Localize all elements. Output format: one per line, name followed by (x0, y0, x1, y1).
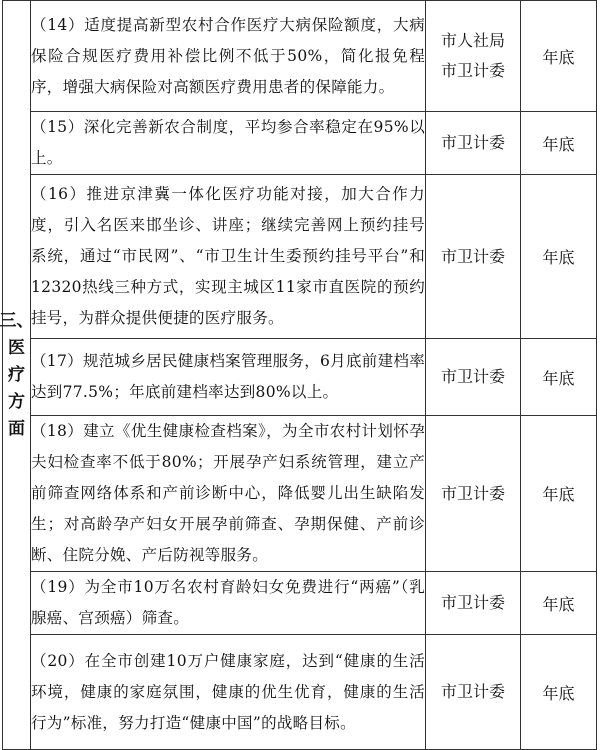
responsible-department (426, 416, 521, 572)
category-char: 方 (8, 391, 25, 412)
category-char: 三、 (0, 310, 34, 331)
responsible-department (426, 339, 521, 416)
responsible-department (426, 112, 521, 175)
task-content: （14）适度提高新型农村合作医疗大病保险额度，大病保险合规医疗费用补偿比例不低于50%，简化报免程序，增强大病保险对高额医疗费用患者的保障能力。 (31, 1, 426, 112)
department-name: 市卫计委 (440, 483, 505, 503)
category-char: 疗 (8, 364, 25, 385)
department-name: 市卫计委 (440, 133, 505, 152)
task-content: （16）推进京津冀一体化医疗功能对接，加大合作力度，引入名医来邯坐诊、讲座；继续完善网上预约挂号系统，通过“市民网”、“市卫生计生委预约挂号平台”和12320热线三种方式，实现主城区11家市直医院的预约挂号，为群众提供便捷的医疗服务。 (31, 175, 426, 339)
department-name: 市卫计委 (440, 682, 505, 701)
task-content: （20）在全市创建10万户健康家庭，达到“健康的生活环境，健康的家庭氛围，健康的优生优育，健康的生活行为”标准，努力打造“健康中国”的战略目标。 (31, 635, 426, 750)
table-row (3, 1, 597, 112)
task-table (2, 0, 597, 750)
deadline: 年底 (521, 572, 597, 635)
table-row (3, 635, 597, 750)
table-row (3, 416, 597, 572)
task-content: （19）为全市10万名农村育龄妇女免费进行“两癌”（乳腺癌、宫颈癌）筛查。 (31, 572, 426, 635)
responsible-department (426, 572, 521, 635)
task-content: （15）深化完善新农合制度，平均参合率稳定在95%以上。 (31, 112, 426, 175)
category-cell (0, 1, 34, 750)
department-name: 市卫计委 (440, 367, 505, 386)
department-name: 市卫计委 (440, 246, 505, 266)
department-name: 市人社局 (440, 31, 505, 50)
responsible-department (426, 175, 521, 339)
deadline: 年底 (521, 416, 597, 572)
category-char: 医 (8, 337, 25, 358)
table-row (3, 112, 597, 175)
table-row (3, 175, 597, 339)
table-row (3, 339, 597, 416)
table-row (3, 572, 597, 635)
deadline: 年底 (521, 1, 597, 112)
deadline: 年底 (521, 339, 597, 416)
deadline: 年底 (521, 112, 597, 175)
department-name: 市卫计委 (440, 61, 505, 80)
category-char: 面 (8, 418, 25, 439)
deadline: 年底 (521, 635, 597, 750)
responsible-department (426, 1, 521, 112)
category-label (0, 308, 34, 443)
task-content: （18）建立《优生健康检查档案》，为全市农村计划怀孕夫妇检查率不低于80%；开展孕产妇系统管理，建立产前筛查网络体系和产前诊断中心，降低婴儿出生缺陷发生；对高龄孕产妇女开展孕前筛查、孕期保健、产前诊断、住院分娩、产后防视等服务。 (31, 416, 426, 572)
department-name: 市卫计委 (440, 593, 505, 612)
task-content: （17）规范城乡居民健康档案管理服务，6月底前建档率达到77.5%；年底前建档率达到80%以上。 (31, 339, 426, 416)
deadline: 年底 (521, 175, 597, 339)
responsible-department (426, 635, 521, 750)
